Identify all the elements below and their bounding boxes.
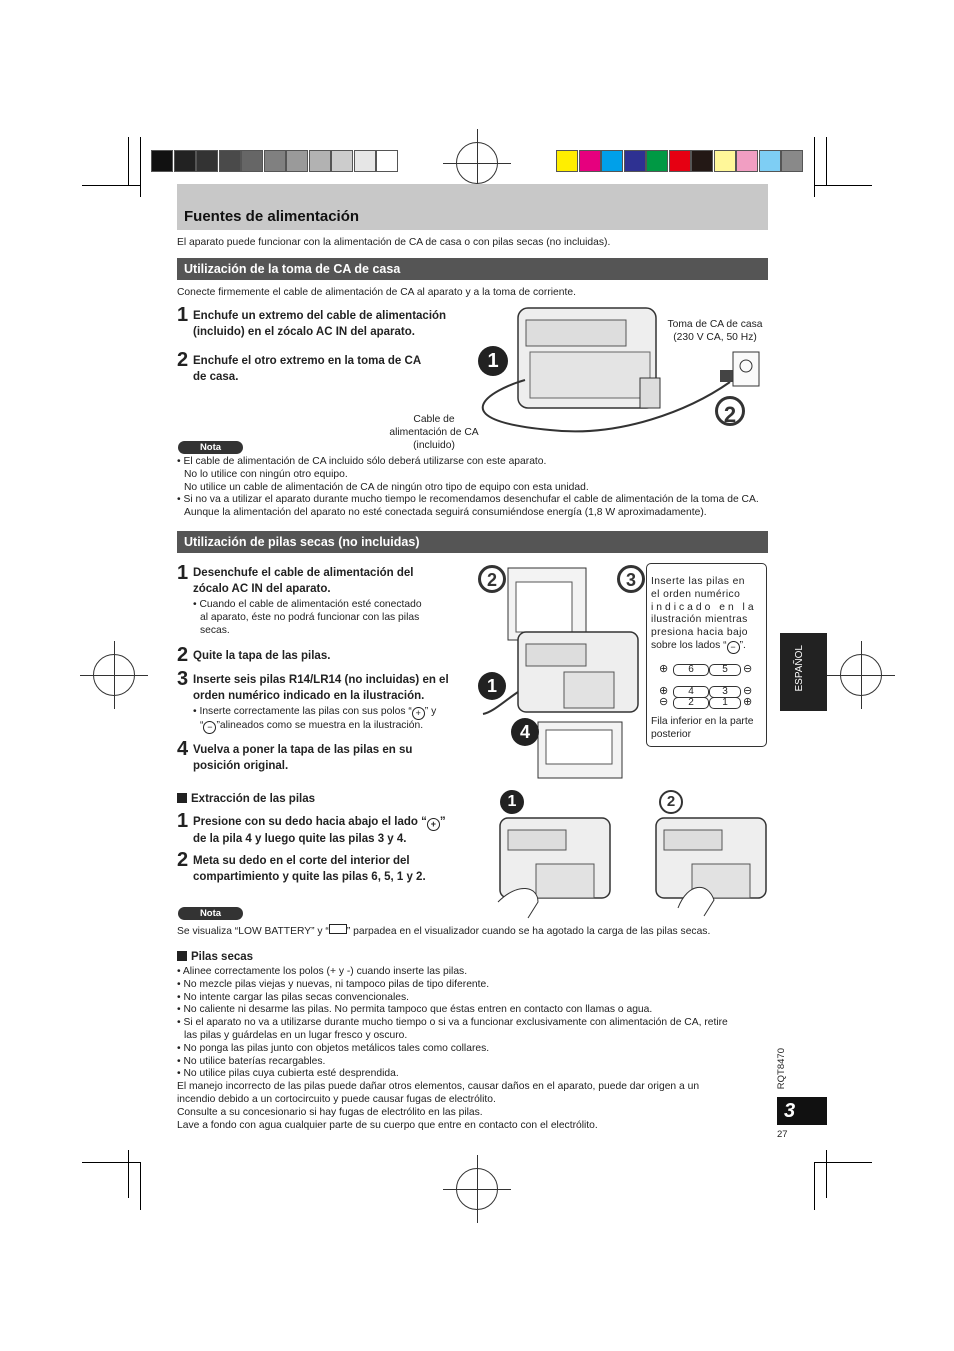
batt-step4-line: Vuelva a poner la tapa de las pilas en su — [193, 744, 413, 756]
crop-mark — [814, 185, 872, 186]
battery-heading: Utilización de pilas secas (no incluidas) — [184, 535, 420, 549]
color-swatch — [219, 150, 241, 172]
page-title: Fuentes de alimentación — [184, 208, 360, 225]
crop-mark — [128, 1150, 129, 1198]
batt-fig-step-2: 2 — [478, 565, 506, 593]
color-swatch — [331, 150, 353, 172]
batt-step1-num: 1 — [177, 562, 189, 584]
battery-heading-bar — [177, 531, 768, 553]
registration-mark — [456, 1168, 498, 1210]
page-number: 27 — [777, 1129, 788, 1140]
pilas-item: las pilas y guárdelas en un lugar fresco y oscuro. — [184, 1029, 408, 1041]
note-line: No lo utilice con ningún otro equipo. — [184, 468, 348, 480]
pilas-paragraph: Lave a fondo con agua cualquier parte de su cuerpo que entre en contacto con el electrólito. — [177, 1119, 598, 1131]
bullet-part: ” y — [424, 706, 437, 717]
battery-order-text — [651, 576, 763, 654]
battery-icon — [329, 924, 347, 934]
color-swatch — [264, 150, 286, 172]
cable-label-line: (incluido) — [413, 439, 455, 451]
cable-label — [383, 414, 485, 452]
color-swatch — [376, 150, 398, 172]
batt-step3-bullet — [193, 706, 463, 734]
batt-step3-text — [193, 672, 463, 704]
ac-heading: Utilización de la toma de CA de casa — [184, 262, 401, 276]
outlet-label-line: (230 V CA, 50 Hz) — [673, 331, 757, 343]
crop-mark — [140, 137, 141, 197]
pilas-item: • No caliente ni desarme las pilas. No permita tampoco que éstas entren en contacto con llamas o agua. — [177, 1004, 653, 1016]
extract-part: Presione con su dedo hacia abajo el lado “ — [193, 816, 427, 828]
color-swatch — [196, 150, 218, 172]
batt-step2-text: Quite la tapa de las pilas. — [193, 650, 331, 662]
batt-step1-line: Desenchufe el cable de alimentación del — [193, 567, 414, 579]
crop-mark — [82, 185, 140, 186]
color-swatch — [759, 150, 781, 172]
bullet-line — [193, 706, 463, 720]
extract-step1-line — [193, 814, 463, 831]
minus-icon: ⊖ — [743, 663, 753, 675]
cable-label-line: alimentación de CA — [389, 426, 479, 438]
registration-mark — [456, 142, 498, 184]
plus-icon: ⊕ — [659, 685, 669, 697]
extract-step2-line: Meta su dedo en el corte del interior del — [193, 855, 410, 867]
batt-fig-step-1: 1 — [478, 672, 506, 700]
crop-mark — [128, 137, 129, 185]
ac-step1-line: Enchufe un extremo del cable de alimentación — [193, 310, 447, 322]
batt-step1-text — [193, 565, 459, 597]
bullet-line: • Cuando el cable de alimentación esté conectado — [193, 599, 422, 610]
batt-step4-line: posición original. — [193, 760, 289, 772]
note-line: • Si no va a utilizar el aparato durante mucho tiempo le recomendamos desenchufar el cable de alimentación de la toma de CA. — [177, 494, 759, 506]
pilas-paragraph: El manejo incorrecto de las pilas puede dañar otros elementos, causar daños en el aparato, puede dar origen a un — [177, 1081, 700, 1093]
section-title-bar — [177, 184, 768, 230]
color-swatch — [286, 150, 308, 172]
color-swatch — [309, 150, 331, 172]
info-part: sobre los lados “ — [651, 639, 727, 651]
pilas-item: • Alinee correctamente los polos (+ y -) cuando inserte las pilas. — [177, 966, 468, 977]
battery-cell-2: 2 — [673, 697, 709, 709]
registration-mark — [93, 654, 135, 696]
note-part: ” parpadea en el visualizador cuando se ha agotado la carga de las pilas secas. — [346, 926, 711, 937]
info-line: Inserte las pilas en — [651, 576, 745, 587]
batt-fig-step-4: 4 — [511, 718, 539, 746]
batt-step3-num: 3 — [177, 668, 189, 690]
color-swatch — [736, 150, 758, 172]
info-line — [651, 640, 763, 654]
crop-mark — [82, 1162, 140, 1163]
pilas-item: • No utilice pilas cuya cubierta esté desprendida. — [177, 1068, 399, 1080]
square-bullet-icon — [177, 793, 187, 803]
pilas-item: • No utilice baterías recargables. — [177, 1055, 326, 1067]
pilas-item: • Si el aparato no va a utilizarse durante mucho tiempo o si va a funcionar exclusivamente con alimentación de CA, retire — [177, 1017, 728, 1029]
info-line: ilustración mientras — [651, 614, 748, 626]
ac-step2-line: Enchufe el otro extremo en la toma de CA — [193, 355, 422, 367]
color-swatch — [691, 150, 713, 172]
ac-step2-num: 2 — [177, 349, 189, 371]
outlet-label-line: Toma de CA de casa — [667, 319, 763, 330]
extract-step2-line: compartimiento y quite las pilas 6, 5, 1 y 2. — [193, 871, 426, 883]
minus-icon: − — [727, 641, 740, 654]
crop-mark — [814, 1162, 872, 1163]
battery-cell-4: 4 — [673, 686, 709, 698]
pilas-paragraph: incendio debido a un cortocircuito y puede causar fugas de electrólito. — [177, 1093, 496, 1105]
color-swatch — [624, 150, 646, 172]
plus-icon: ⊕ — [659, 663, 669, 675]
extract-fig-step-2: 2 — [659, 790, 683, 814]
pilas-paragraph: Consulte a su concesionario si hay fugas de electrólito en las pilas. — [177, 1106, 483, 1118]
extract-heading-text: Extracción de las pilas — [191, 793, 316, 805]
crop-mark — [814, 137, 815, 197]
ac-step1-text — [193, 308, 463, 340]
ac-step2-line: de casa. — [193, 371, 239, 383]
extract-step2-num: 2 — [177, 849, 189, 871]
note-line: Aunque la alimentación del aparato no esté conectada seguirá consumiéndose energía (1,8 W aproximadamente). — [184, 507, 707, 519]
bullet-part: ”alineados como se muestra en la ilustración. — [216, 720, 424, 731]
extract-step1-num: 1 — [177, 810, 189, 832]
plus-icon: + — [427, 818, 440, 831]
pilas-list — [177, 966, 769, 1132]
color-swatch — [174, 150, 196, 172]
ac-heading-bar — [177, 258, 768, 280]
info-line: indicado en la — [651, 601, 757, 613]
plus-icon: ⊕ — [743, 696, 753, 708]
color-swatch — [241, 150, 263, 172]
outlet-label — [662, 319, 768, 345]
extraction-illustration — [478, 812, 778, 922]
extract-step1-text — [193, 814, 463, 847]
pilas-heading — [177, 949, 253, 965]
battery-cell-1: 1 — [709, 697, 741, 709]
battery-cell-3: 3 — [709, 686, 741, 698]
color-swatch — [714, 150, 736, 172]
square-bullet-icon — [177, 951, 187, 961]
crop-mark — [814, 1162, 815, 1210]
extract-step2-text — [193, 853, 463, 885]
ac-step2-text — [193, 353, 463, 385]
crop-mark — [826, 137, 827, 185]
minus-icon: ⊖ — [743, 685, 753, 697]
color-swatch — [556, 150, 578, 172]
pilas-item: • No ponga las pilas junto con objetos metálicos tales como collares. — [177, 1042, 490, 1054]
note-part: Se visualiza “LOW BATTERY” y “ — [177, 926, 329, 937]
bullet-part: “ — [200, 720, 204, 731]
batt-step3-line: Inserte seis pilas R14/LR14 (no incluidas) en el — [193, 674, 449, 686]
bullet-part: • Inserte correctamente las pilas con sus polos “ — [193, 706, 412, 717]
pilas-heading-text: Pilas secas — [191, 951, 254, 963]
battery-cell-6: 6 — [673, 664, 709, 676]
info-line: presiona hacia bajo — [651, 627, 748, 639]
batt-step3-line: orden numérico indicado en la ilustración. — [193, 690, 425, 702]
nota-badge: Nota — [178, 907, 243, 920]
cable-label-line: Cable de — [413, 414, 455, 425]
intro-text: El aparato puede funcionar con la alimentación de CA de casa o con pilas secas (no incluidas). — [177, 237, 611, 248]
language-tab — [780, 633, 827, 711]
crop-mark — [140, 1162, 141, 1210]
ac-step1-num: 1 — [177, 304, 189, 326]
bullet-line: al aparato, éste no podrá funcionar con las pilas — [200, 611, 420, 623]
battery-order-foot — [651, 716, 765, 742]
note-line: No utilice un cable de alimentación de CA de ningún otro tipo de equipo con esta unidad. — [184, 481, 589, 493]
batt-step1-bullet — [193, 599, 459, 637]
minus-icon: ⊖ — [659, 696, 669, 708]
info-foot-line: posterior — [651, 728, 692, 740]
bullet-line: secas. — [200, 624, 230, 636]
nota-badge: Nota — [178, 441, 243, 454]
plus-icon: + — [412, 707, 425, 720]
ac-notes — [177, 456, 772, 520]
color-swatch — [669, 150, 691, 172]
info-foot-line: Fila inferior en la parte — [651, 716, 754, 727]
chapter-number: 3 — [777, 1097, 827, 1125]
ac-fig-step-2: 2 — [715, 396, 745, 426]
crop-mark — [826, 1150, 827, 1198]
ac-step1-line: (incluido) en el zócalo AC IN del aparato. — [193, 326, 415, 338]
language-label: ESPAÑOL — [794, 645, 805, 692]
note-line: • El cable de alimentación de CA incluido sólo deberá utilizarse con este aparato. — [177, 456, 547, 467]
color-swatch — [579, 150, 601, 172]
registration-mark — [840, 654, 882, 696]
color-swatch — [151, 150, 173, 172]
color-swatch — [601, 150, 623, 172]
info-part: ”. — [739, 639, 746, 651]
color-swatch — [354, 150, 376, 172]
ac-intro: Conecte firmemente el cable de alimentación de CA al aparato y a la toma de corriente. — [177, 287, 576, 298]
pilas-item: • No mezcle pilas viejas y nuevas, ni tampoco pilas de tipo diferente. — [177, 978, 490, 990]
battery-low-note — [177, 924, 710, 939]
batt-step4-text — [193, 742, 463, 774]
battery-cell-5: 5 — [709, 664, 741, 676]
batt-fig-step-3: 3 — [617, 565, 645, 593]
bullet-line — [193, 720, 463, 734]
batt-step2-num: 2 — [177, 644, 189, 666]
minus-icon: − — [203, 721, 216, 734]
ac-fig-step-1: 1 — [478, 346, 508, 376]
extract-heading — [177, 791, 315, 807]
extract-step1-line: de la pila 4 y luego quite las pilas 3 y 4. — [193, 833, 407, 845]
color-swatch — [781, 150, 803, 172]
extract-part: ” — [439, 816, 446, 828]
color-swatch — [646, 150, 668, 172]
batt-step4-num: 4 — [177, 738, 189, 760]
info-line: el orden numérico — [651, 588, 741, 600]
batt-step1-line: zócalo AC IN del aparato. — [193, 583, 331, 595]
battery-illustration — [478, 562, 648, 782]
extract-fig-step-1: 1 — [500, 790, 524, 814]
pilas-item: • No intente cargar las pilas secas convencionales. — [177, 991, 409, 1003]
model-code: RQT8470 — [776, 1048, 787, 1090]
